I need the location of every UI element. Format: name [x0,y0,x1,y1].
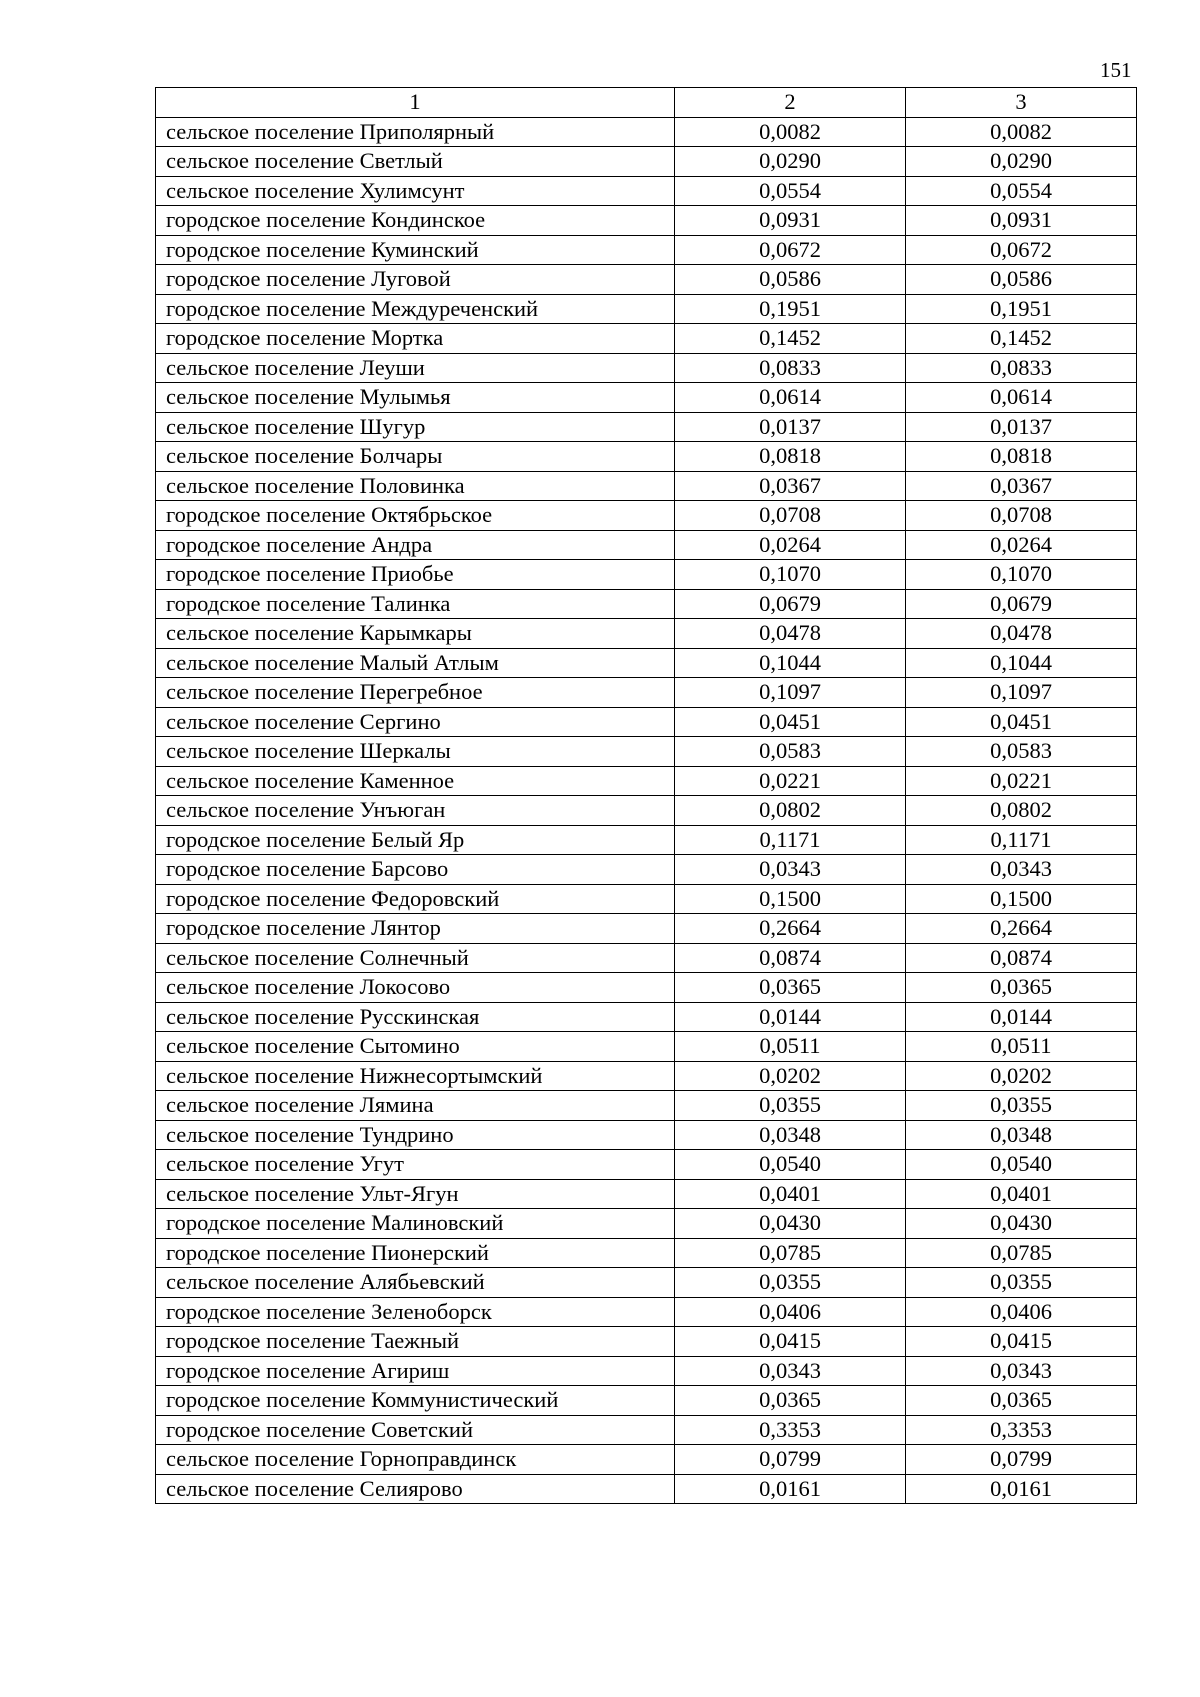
value-cell-col3: 0,1097 [906,678,1137,708]
value-cell-col3: 0,0202 [906,1061,1137,1091]
settlement-name-cell: городское поселение Таежный [156,1327,675,1357]
value-cell-col3: 0,0478 [906,619,1137,649]
page-number: 151 [1100,58,1132,82]
value-cell-col3: 0,0082 [906,117,1137,147]
value-cell-col3: 0,0343 [906,1356,1137,1386]
value-cell-col2: 0,0540 [675,1150,906,1180]
settlement-name-cell: городское поселение Октябрьское [156,501,675,531]
value-cell-col3: 0,0785 [906,1238,1137,1268]
settlement-name-cell: сельское поселение Ульт-Ягун [156,1179,675,1209]
value-cell-col3: 0,0802 [906,796,1137,826]
settlement-name-cell: сельское поселение Локосово [156,973,675,1003]
value-cell-col3: 0,0554 [906,176,1137,206]
value-cell-col2: 0,1951 [675,294,906,324]
value-cell-col3: 0,0511 [906,1032,1137,1062]
value-cell-col2: 0,0343 [675,855,906,885]
table-row [156,471,1137,501]
table-row [156,265,1137,295]
table-row [156,1032,1137,1062]
value-cell-col3: 0,0586 [906,265,1137,295]
value-cell-col2: 0,0614 [675,383,906,413]
value-cell-col2: 0,2664 [675,914,906,944]
settlement-name-cell: сельское поселение Каменное [156,766,675,796]
value-cell-col2: 0,0082 [675,117,906,147]
table-row [156,294,1137,324]
value-cell-col2: 0,0348 [675,1120,906,1150]
settlement-name-cell: городское поселение Агириш [156,1356,675,1386]
value-cell-col2: 0,0802 [675,796,906,826]
value-cell-col2: 0,0365 [675,1386,906,1416]
settlement-name-cell: сельское поселение Нижнесортымский [156,1061,675,1091]
value-cell-col2: 0,0874 [675,943,906,973]
settlement-name-cell: сельское поселение Шеркалы [156,737,675,767]
table-row [156,707,1137,737]
settlement-name-cell: городское поселение Зеленоборск [156,1297,675,1327]
table-row [156,1061,1137,1091]
table-row [156,943,1137,973]
value-cell-col2: 0,0672 [675,235,906,265]
value-cell-col2: 0,0785 [675,1238,906,1268]
value-cell-col2: 0,1070 [675,560,906,590]
value-cell-col2: 0,0365 [675,973,906,1003]
settlement-name-cell: сельское поселение Солнечный [156,943,675,973]
settlement-name-cell: сельское поселение Хулимсунт [156,176,675,206]
value-cell-col3: 0,0365 [906,1386,1137,1416]
value-cell-col3: 0,0355 [906,1268,1137,1298]
value-cell-col2: 0,0144 [675,1002,906,1032]
value-cell-col2: 0,0221 [675,766,906,796]
table-row [156,353,1137,383]
table-row [156,825,1137,855]
value-cell-col2: 0,0818 [675,442,906,472]
value-cell-col3: 0,0365 [906,973,1137,1003]
value-cell-col3: 0,0931 [906,206,1137,236]
settlement-name-cell: городское поселение Белый Яр [156,825,675,855]
table-row [156,383,1137,413]
value-cell-col3: 0,0221 [906,766,1137,796]
table-row [156,1002,1137,1032]
settlement-name-cell: городское поселение Малиновский [156,1209,675,1239]
settlement-name-cell: сельское поселение Малый Атлым [156,648,675,678]
settlement-name-cell: сельское поселение Мулымья [156,383,675,413]
table-row [156,973,1137,1003]
table-row [156,1474,1137,1504]
value-cell-col3: 0,1171 [906,825,1137,855]
value-cell-col2: 0,0137 [675,412,906,442]
settlement-name-cell: сельское поселение Сытомино [156,1032,675,1062]
settlement-name-cell: сельское поселение Тундрино [156,1120,675,1150]
column-header-2: 2 [675,88,906,118]
value-cell-col2: 0,0355 [675,1268,906,1298]
table-header-row [156,88,1137,118]
value-cell-col2: 0,0430 [675,1209,906,1239]
table-row [156,589,1137,619]
settlement-name-cell: сельское поселение Сергино [156,707,675,737]
table-body [156,88,1137,1504]
table-row [156,884,1137,914]
table-row [156,176,1137,206]
value-cell-col2: 0,0264 [675,530,906,560]
settlement-name-cell: сельское поселение Унъюган [156,796,675,826]
settlement-name-cell: городское поселение Кондинское [156,206,675,236]
settlement-name-cell: сельское поселение Горноправдинск [156,1445,675,1475]
table-row [156,1415,1137,1445]
settlement-name-cell: городское поселение Андра [156,530,675,560]
value-cell-col3: 0,1452 [906,324,1137,354]
settlement-name-cell: городское поселение Талинка [156,589,675,619]
table-row [156,737,1137,767]
value-cell-col3: 0,0874 [906,943,1137,973]
value-cell-col3: 0,1951 [906,294,1137,324]
value-cell-col3: 0,0451 [906,707,1137,737]
table-row [156,1386,1137,1416]
value-cell-col2: 0,1452 [675,324,906,354]
value-cell-col3: 0,0583 [906,737,1137,767]
settlement-name-cell: городское поселение Приобье [156,560,675,590]
table-row [156,648,1137,678]
value-cell-col2: 0,0343 [675,1356,906,1386]
value-cell-col3: 0,0799 [906,1445,1137,1475]
value-cell-col3: 0,0343 [906,855,1137,885]
value-cell-col2: 0,0406 [675,1297,906,1327]
value-cell-col2: 0,0367 [675,471,906,501]
table-row [156,1238,1137,1268]
table-row [156,1209,1137,1239]
table-row [156,1120,1137,1150]
value-cell-col2: 0,1044 [675,648,906,678]
table-row [156,1268,1137,1298]
settlement-name-cell: городское поселение Мортка [156,324,675,354]
settlement-name-cell: городское поселение Междуреченский [156,294,675,324]
value-cell-col3: 0,2664 [906,914,1137,944]
settlement-name-cell: сельское поселение Перегребное [156,678,675,708]
table-row [156,117,1137,147]
value-cell-col3: 0,0290 [906,147,1137,177]
value-cell-col2: 0,0583 [675,737,906,767]
value-cell-col2: 0,0355 [675,1091,906,1121]
settlement-name-cell: городское поселение Федоровский [156,884,675,914]
value-cell-col2: 0,0708 [675,501,906,531]
value-cell-col3: 0,0367 [906,471,1137,501]
value-cell-col3: 0,0161 [906,1474,1137,1504]
value-cell-col3: 0,0406 [906,1297,1137,1327]
value-cell-col2: 0,0202 [675,1061,906,1091]
value-cell-col2: 0,0161 [675,1474,906,1504]
settlement-name-cell: сельское поселение Светлый [156,147,675,177]
table-row [156,796,1137,826]
value-cell-col2: 0,0511 [675,1032,906,1062]
value-cell-col2: 0,1500 [675,884,906,914]
settlement-name-cell: городское поселение Коммунистический [156,1386,675,1416]
settlement-name-cell: сельское поселение Приполярный [156,117,675,147]
column-header-1: 1 [156,88,675,118]
settlement-name-cell: городское поселение Луговой [156,265,675,295]
value-cell-col3: 0,0355 [906,1091,1137,1121]
table-row [156,1356,1137,1386]
value-cell-col2: 0,1171 [675,825,906,855]
table-row [156,1445,1137,1475]
table-row [156,530,1137,560]
value-cell-col2: 0,0290 [675,147,906,177]
value-cell-col2: 0,0679 [675,589,906,619]
table-row [156,501,1137,531]
value-cell-col3: 0,0672 [906,235,1137,265]
value-cell-col3: 0,0348 [906,1120,1137,1150]
settlement-name-cell: сельское поселение Лямина [156,1091,675,1121]
value-cell-col3: 0,0708 [906,501,1137,531]
settlement-name-cell: сельское поселение Шугур [156,412,675,442]
table-row [156,855,1137,885]
value-cell-col2: 0,0833 [675,353,906,383]
settlement-name-cell: городское поселение Барсово [156,855,675,885]
value-cell-col2: 0,0401 [675,1179,906,1209]
settlement-name-cell: сельское поселение Половинка [156,471,675,501]
value-cell-col3: 0,0679 [906,589,1137,619]
table-row [156,678,1137,708]
settlement-name-cell: городское поселение Пионерский [156,1238,675,1268]
value-cell-col3: 0,1500 [906,884,1137,914]
value-cell-col2: 0,3353 [675,1415,906,1445]
settlement-name-cell: сельское поселение Алябьевский [156,1268,675,1298]
value-cell-col3: 0,0144 [906,1002,1137,1032]
table-row [156,619,1137,649]
value-cell-col3: 0,0614 [906,383,1137,413]
value-cell-col3: 0,1044 [906,648,1137,678]
settlement-name-cell: сельское поселение Селиярово [156,1474,675,1504]
settlement-name-cell: сельское поселение Леуши [156,353,675,383]
settlement-name-cell: городское поселение Куминский [156,235,675,265]
table-row [156,1327,1137,1357]
data-table [155,87,1137,1504]
value-cell-col2: 0,0799 [675,1445,906,1475]
table-row [156,235,1137,265]
table-row [156,1179,1137,1209]
table-row [156,1297,1137,1327]
settlement-name-cell: сельское поселение Русскинская [156,1002,675,1032]
settlement-name-cell: сельское поселение Угут [156,1150,675,1180]
value-cell-col2: 0,0554 [675,176,906,206]
table-row [156,560,1137,590]
column-header-3: 3 [906,88,1137,118]
table-row [156,324,1137,354]
value-cell-col2: 0,0415 [675,1327,906,1357]
table-row [156,766,1137,796]
value-cell-col3: 0,3353 [906,1415,1137,1445]
value-cell-col3: 0,1070 [906,560,1137,590]
table-row [156,442,1137,472]
value-cell-col3: 0,0264 [906,530,1137,560]
table-row [156,206,1137,236]
settlement-name-cell: городское поселение Советский [156,1415,675,1445]
value-cell-col3: 0,0137 [906,412,1137,442]
settlement-name-cell: сельское поселение Болчары [156,442,675,472]
value-cell-col3: 0,0540 [906,1150,1137,1180]
value-cell-col2: 0,0586 [675,265,906,295]
table-row [156,914,1137,944]
value-cell-col3: 0,0833 [906,353,1137,383]
value-cell-col3: 0,0430 [906,1209,1137,1239]
value-cell-col3: 0,0818 [906,442,1137,472]
table-row [156,147,1137,177]
table-row [156,412,1137,442]
value-cell-col2: 0,0478 [675,619,906,649]
value-cell-col3: 0,0401 [906,1179,1137,1209]
settlement-name-cell: городское поселение Лянтор [156,914,675,944]
value-cell-col2: 0,1097 [675,678,906,708]
table-row [156,1091,1137,1121]
settlement-name-cell: сельское поселение Карымкары [156,619,675,649]
table-row [156,1150,1137,1180]
value-cell-col3: 0,0415 [906,1327,1137,1357]
value-cell-col2: 0,0451 [675,707,906,737]
value-cell-col2: 0,0931 [675,206,906,236]
